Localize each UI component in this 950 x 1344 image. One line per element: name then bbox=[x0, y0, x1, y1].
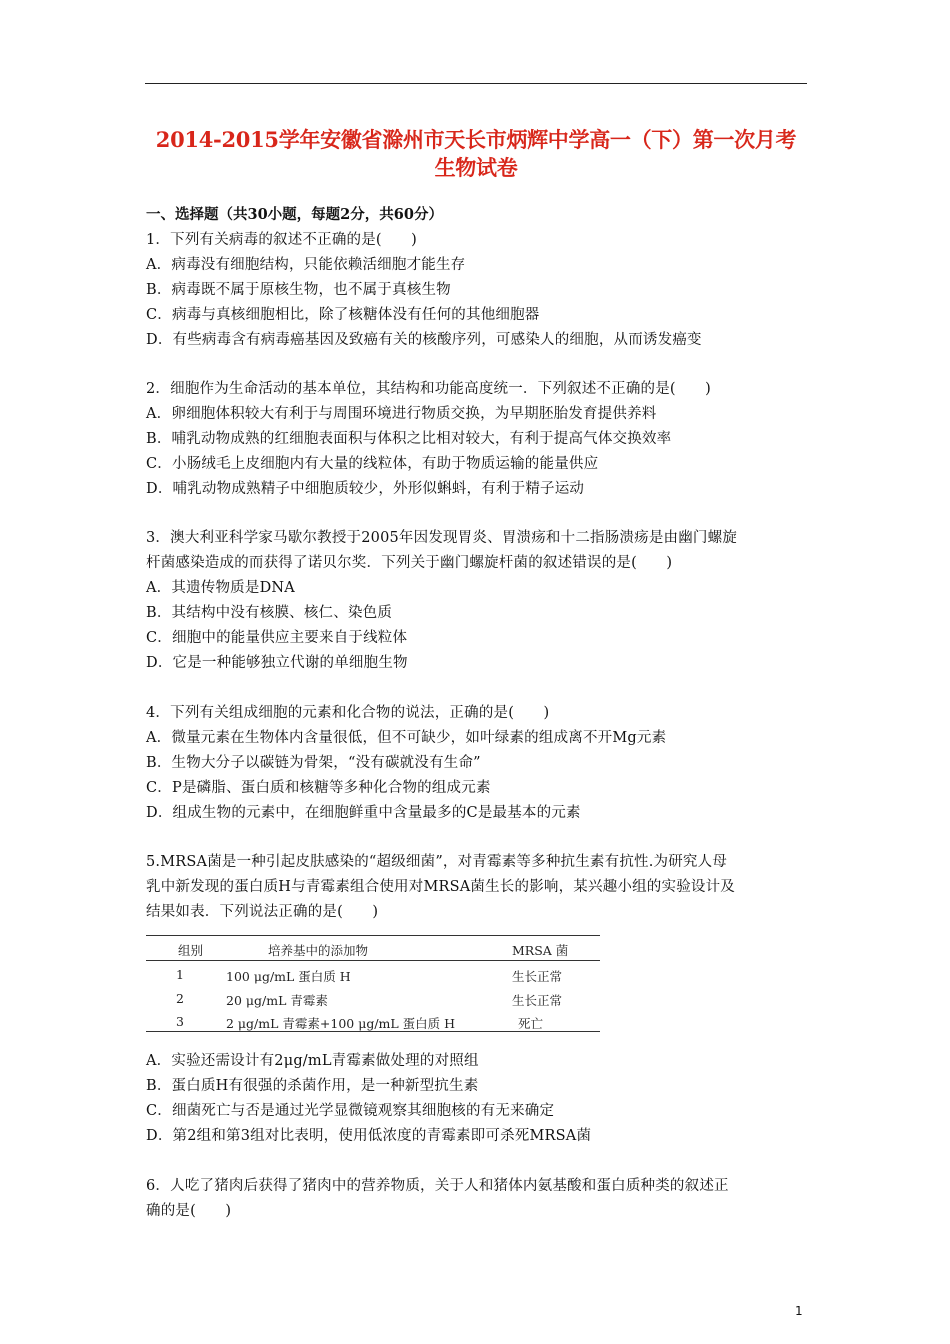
section-heading: 一、选择题（共30小题，每题2分，共60分） bbox=[146, 206, 443, 223]
question-2-stem: 2．细胞作为生命活动的基本单位，其结构和功能高度统一．下列叙述不正确的是( ) bbox=[146, 381, 712, 397]
question-3-option-c: C．细胞中的能量供应主要来自于线粒体 bbox=[146, 630, 408, 646]
table-row-1-result: 生长正常 bbox=[512, 969, 563, 984]
table-header-mrsa: MRSA 菌 bbox=[512, 943, 569, 958]
table-row-2-result: 生长正常 bbox=[512, 993, 563, 1008]
question-6-stem-line-2: 确的是( ) bbox=[146, 1203, 232, 1219]
page-number: 1 bbox=[795, 1304, 803, 1318]
question-2-option-d: D．哺乳动物成熟精子中细胞质较少，外形似蝌蚪，有利于精子运动 bbox=[146, 481, 585, 497]
document-title-line-1: 2014-2015学年安徽省滁州市天长市炳辉中学高一（下）第一次月考 bbox=[155, 127, 797, 152]
question-3-option-d: D．它是一种能够独立代谢的单细胞生物 bbox=[146, 655, 408, 671]
question-4-option-d: D．组成生物的元素中，在细胞鲜重中含量最多的C是最基本的元素 bbox=[146, 805, 581, 821]
question-5-option-b: B．蛋白质H有很强的杀菌作用，是一种新型抗生素 bbox=[146, 1078, 479, 1094]
question-3-option-b: B．其结构中没有核膜、核仁、染色质 bbox=[146, 605, 393, 621]
question-2-option-b: B．哺乳动物成熟的红细胞表面积与体积之比相对较大，有利于提高气体交换效率 bbox=[146, 431, 672, 447]
table-row-1-group: 1 bbox=[176, 967, 184, 982]
table-top-rule bbox=[146, 935, 600, 936]
header-rule bbox=[145, 83, 807, 84]
table-row-2-group: 2 bbox=[176, 991, 184, 1006]
question-5-stem-line-3: 结果如表．下列说法正确的是( ) bbox=[146, 904, 379, 920]
question-4-option-a: A．微量元素在生物体内含量很低，但不可缺少，如叶绿素的组成离不开Mg元素 bbox=[146, 730, 667, 746]
question-4-stem: 4．下列有关组成细胞的元素和化合物的说法，正确的是( ) bbox=[146, 705, 550, 721]
table-header-additive: 培养基中的添加物 bbox=[268, 943, 369, 958]
experiment-table bbox=[146, 935, 600, 1031]
question-2-option-c: C．小肠绒毛上皮细胞内有大量的线粒体，有助于物质运输的能量供应 bbox=[146, 456, 599, 472]
question-5-option-c: C．细菌死亡与否是通过光学显微镜观察其细胞核的有无来确定 bbox=[146, 1103, 555, 1119]
table-row-3-group: 3 bbox=[176, 1014, 184, 1029]
question-4-option-b: B．生物大分子以碳链为骨架，“没有碳就没有生命” bbox=[146, 755, 481, 771]
document-title-line-2: 生物试卷 bbox=[434, 155, 518, 180]
question-5-stem-line-1: 5.MRSA菌是一种引起皮肤感染的“超级细菌”，对青霉素等多种抗生素有抗性.为研究人母 bbox=[146, 854, 728, 870]
table-row-3-additive: 2 μg/mL 青霉素+100 μg/mL 蛋白质 H bbox=[226, 1016, 456, 1031]
question-5-stem-line-2: 乳中新发现的蛋白质H与青霉素组合使用对MRSA菌生长的影响，某兴趣小组的实验设计及 bbox=[146, 879, 736, 895]
table-header-rule bbox=[146, 960, 600, 961]
table-row-2-additive: 20 μg/mL 青霉素 bbox=[226, 993, 328, 1008]
question-1-stem: 1．下列有关病毒的叙述不正确的是( ) bbox=[146, 232, 418, 248]
question-3-stem-line-1: 3．澳大利亚科学家马歇尔教授于2005年因发现胃炎、胃溃疡和十二指肠溃疡是由幽门螺旋 bbox=[146, 530, 738, 546]
question-1-option-b: B．病毒既不属于原核生物，也不属于真核生物 bbox=[146, 282, 451, 298]
table-row-3-result: 死亡 bbox=[518, 1016, 544, 1031]
question-2-option-a: A．卵细胞体积较大有利于与周围环境进行物质交换，为早期胚胎发育提供养料 bbox=[146, 406, 657, 422]
question-6-stem-line-1: 6．人吃了猪肉后获得了猪肉中的营养物质，关于人和猪体内氨基酸和蛋白质种类的叙述正 bbox=[146, 1178, 729, 1194]
question-4-option-c: C．P是磷脂、蛋白质和核糖等多种化合物的组成元素 bbox=[146, 780, 491, 796]
question-1-option-d: D．有些病毒含有病毒癌基因及致癌有关的核酸序列，可感染人的细胞，从而诱发癌变 bbox=[146, 332, 702, 348]
question-3-stem-line-2: 杆菌感染造成的而获得了诺贝尔奖．下列关于幽门螺旋杆菌的叙述错误的是( ) bbox=[146, 555, 673, 571]
question-5-option-d: D．第2组和第3组对比表明，使用低浓度的青霉素即可杀死MRSA菌 bbox=[146, 1128, 592, 1144]
question-1-option-c: C．病毒与真核细胞相比，除了核糖体没有任何的其他细胞器 bbox=[146, 307, 540, 323]
table-row-1-additive: 100 μg/mL 蛋白质 H bbox=[226, 969, 351, 984]
question-3-option-a: A．其遗传物质是DNA bbox=[146, 580, 295, 596]
table-bottom-rule bbox=[146, 1031, 600, 1032]
question-1-option-a: A．病毒没有细胞结构，只能依赖活细胞才能生存 bbox=[146, 257, 466, 273]
question-5-option-a: A．实验还需设计有2μg/mL青霉素做处理的对照组 bbox=[146, 1053, 479, 1069]
table-header-group: 组别 bbox=[178, 943, 204, 958]
